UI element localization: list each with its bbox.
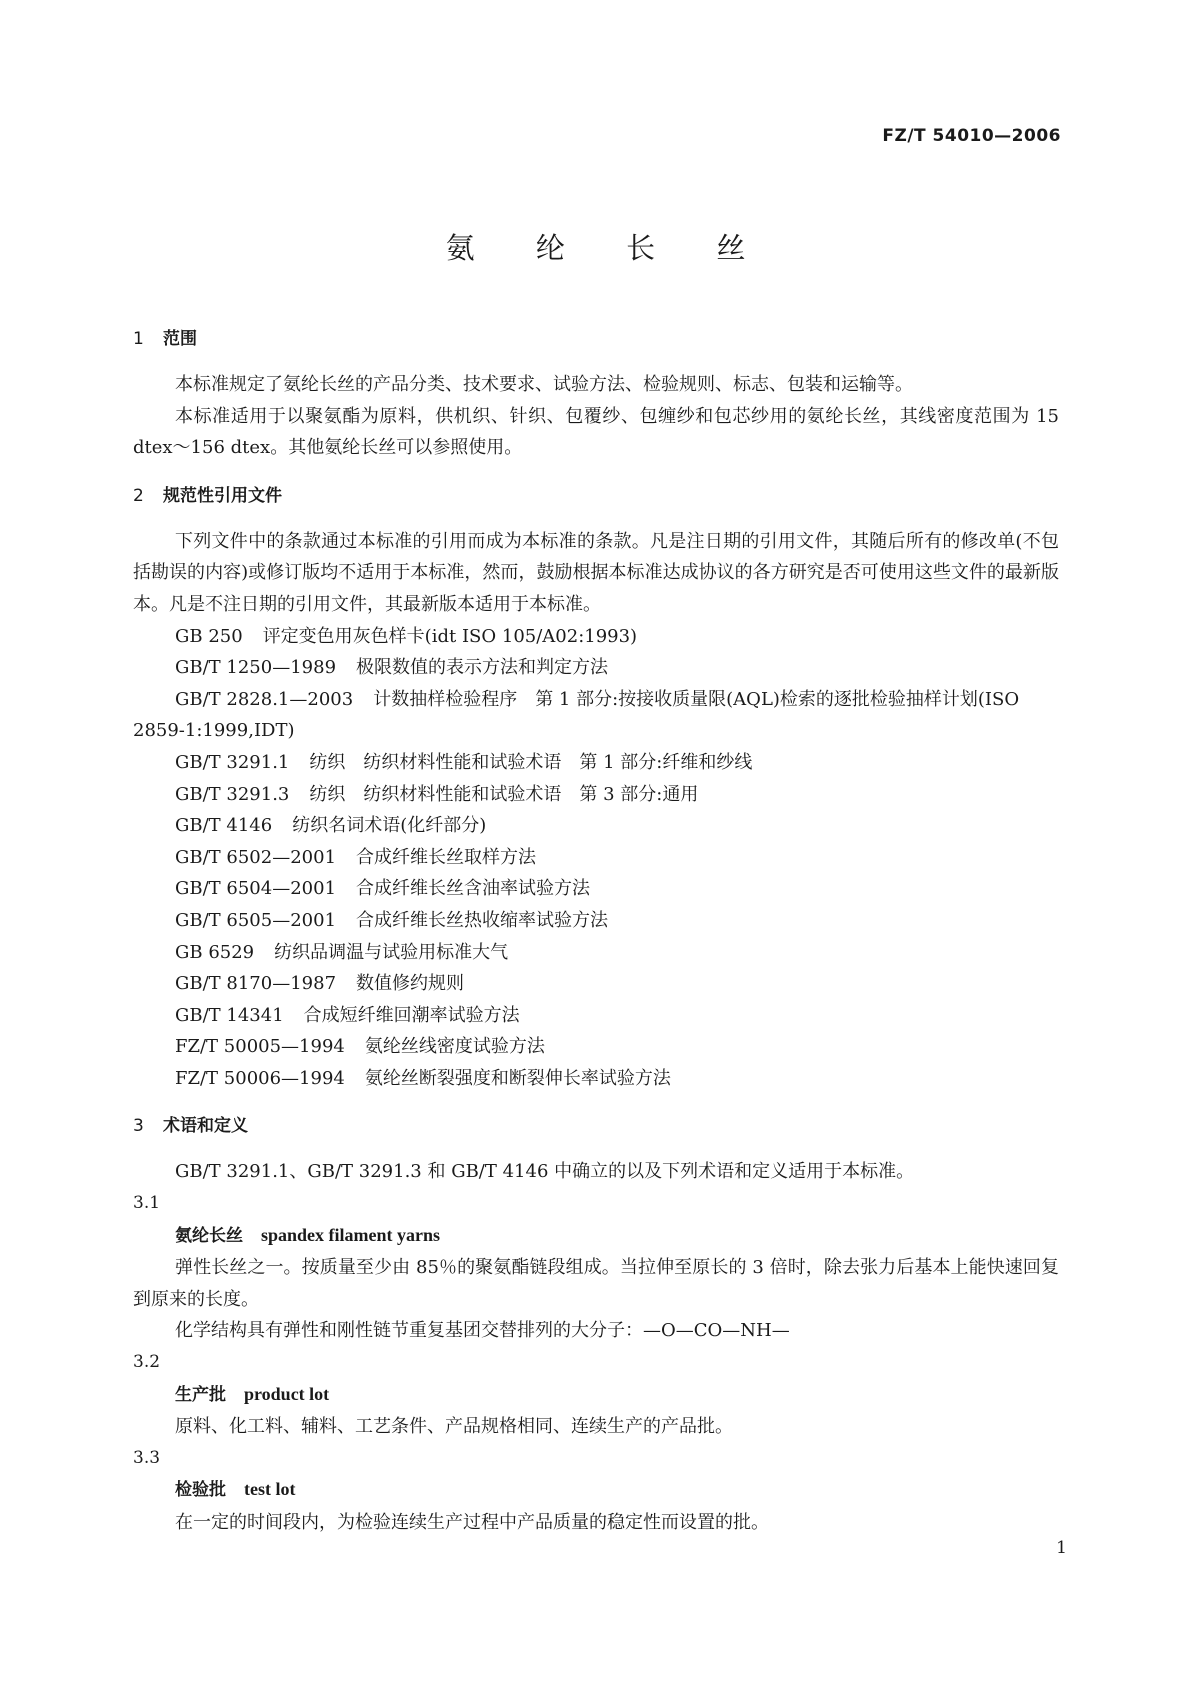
reference-title: 数值修约规则 — [356, 973, 465, 995]
paragraph: 本标准规定了氨纶长丝的产品分类、技术要求、试验方法、检验规则、标志、包装和运输等。 — [175, 374, 913, 395]
normative-reference-list — [133, 621, 1059, 1095]
reference-title: 氨纶丝线密度试验方法 — [364, 1036, 545, 1058]
document-title: 氨 纶 长 丝 — [445, 231, 772, 265]
term-number: 3.1 — [133, 1193, 161, 1214]
section-number: 2 — [133, 485, 144, 506]
term-number: 3.3 — [133, 1447, 161, 1468]
section-number: 1 — [133, 329, 144, 349]
section-heading — [133, 480, 1059, 512]
term-chinese: 生产批 — [175, 1384, 226, 1405]
reference-item — [133, 810, 1059, 842]
term-heading — [175, 1474, 1059, 1507]
reference-code: FZ/T 50005—1994 — [175, 1036, 345, 1058]
term-heading — [175, 1379, 1059, 1412]
term-english: test lot — [244, 1479, 296, 1500]
reference-code: GB/T 8170—1987 — [175, 973, 337, 995]
reference-item — [133, 1000, 1059, 1032]
paragraph: 本标准适用于以聚氨酯为原料，供机织、针织、包覆纱、包缠纱和包芯纱用的氨纶长丝，其线密度范围为 15 dtex～156 dtex。其他氨纶长丝可以参照使用。 — [133, 405, 1059, 459]
reference-code: GB/T 1250—1989 — [175, 657, 337, 679]
section-heading — [133, 1110, 1059, 1142]
term-definition: 在一定的时间段内，为检验连续生产过程中产品质量的稳定性而设置的批。 — [175, 1512, 769, 1533]
reference-code: FZ/T 50006—1994 — [175, 1067, 345, 1089]
section-title: 规范性引用文件 — [163, 485, 282, 506]
reference-item — [133, 684, 1059, 747]
section-number: 3 — [133, 1116, 144, 1137]
reference-code: GB/T 14341 — [175, 1004, 284, 1026]
reference-title: 合成纤维长丝取样方法 — [356, 846, 537, 868]
term-chinese: 检验批 — [175, 1480, 226, 1501]
paragraph: 下列文件中的条款通过本标准的引用而成为本标准的条款。凡是注日期的引用文件，其随后所有的修改单(不包括勘误的内容)或修订版均不适用于本标准，然而，鼓励根据本标准达成协议的各方研究是否可使用这些文件的最新版本。凡是不注日期的引用文件，其最新版本适用于本标准。 — [133, 530, 1059, 615]
reference-code: GB/T 3291.1 — [175, 751, 290, 773]
reference-code: GB/T 6504—2001 — [175, 878, 337, 900]
reference-item — [133, 1031, 1059, 1063]
reference-code: GB 6529 — [175, 941, 255, 963]
term-definition: 化学结构具有弹性和刚性链节重复基团交替排列的大分子：—O—CO—NH— — [175, 1320, 790, 1342]
reference-code: GB/T 6502—2001 — [175, 846, 337, 868]
reference-item — [133, 968, 1059, 1000]
reference-code: GB 250 — [175, 625, 243, 647]
section-title: 术语和定义 — [163, 1116, 248, 1137]
reference-title: 氨纶丝断裂强度和断裂伸长率试验方法 — [364, 1067, 671, 1089]
term-english: product lot — [244, 1383, 330, 1404]
section-heading — [133, 323, 1059, 355]
reference-title: 合成短纤维回潮率试验方法 — [303, 1004, 520, 1026]
term-chinese: 氨纶长丝 — [175, 1225, 243, 1246]
term-definition: 原料、化工料、辅料、工艺条件、产品规格相同、连续生产的产品批。 — [175, 1416, 733, 1438]
reference-item — [133, 1063, 1059, 1095]
reference-title: 纺织品调温与试验用标准大气 — [274, 941, 509, 963]
document-body — [133, 323, 1059, 1539]
reference-title: 纺织名词术语(化纤部分) — [292, 815, 487, 837]
reference-title: 合成纤维长丝含油率试验方法 — [356, 878, 591, 900]
reference-title: 纺织 纺织材料性能和试验术语 第 3 部分:通用 — [309, 783, 699, 805]
reference-code: GB/T 3291.3 — [175, 783, 290, 805]
section-title: 范围 — [163, 329, 197, 349]
reference-item — [133, 652, 1059, 684]
paragraph: GB/T 3291.1、GB/T 3291.3 和 GB/T 4146 中确立的以及下列术语和定义适用于本标准。 — [175, 1161, 915, 1183]
reference-item — [133, 905, 1059, 937]
page-number: 1 — [1056, 1538, 1067, 1558]
reference-title: 极限数值的表示方法和判定方法 — [356, 657, 609, 679]
term-heading — [175, 1220, 1059, 1253]
reference-item — [133, 747, 1059, 779]
term-definition: 弹性长丝之一。按质量至少由 85％的聚氨酯链段组成。当拉伸至原长的 3 倍时，除去张力后基本上能快速回复到原来的长度。 — [133, 1257, 1059, 1310]
reference-item — [133, 873, 1059, 905]
reference-item — [133, 937, 1059, 969]
term-number: 3.2 — [133, 1352, 161, 1373]
reference-item — [133, 842, 1059, 874]
reference-code: GB/T 2828.1—2003 — [175, 688, 354, 710]
reference-code: GB/T 4146 — [175, 815, 273, 837]
reference-item — [133, 779, 1059, 811]
reference-title: 计数抽样检验程序 第 1 部分:按接收质量限(AQL)检索的逐批检验抽样计划(ISO 2859-1:1999,IDT) — [133, 688, 1020, 742]
reference-item — [133, 621, 1059, 653]
reference-title: 合成纤维长丝热收缩率试验方法 — [356, 909, 609, 931]
reference-title: 评定变色用灰色样卡(idt ISO 105/A02:1993) — [262, 625, 638, 647]
standard-code: FZ/T 54010—2006 — [882, 126, 1061, 146]
term-english: spandex filament yarns — [261, 1224, 441, 1245]
reference-code: GB/T 6505—2001 — [175, 909, 337, 931]
reference-title: 纺织 纺织材料性能和试验术语 第 1 部分:纤维和纱线 — [309, 751, 753, 773]
